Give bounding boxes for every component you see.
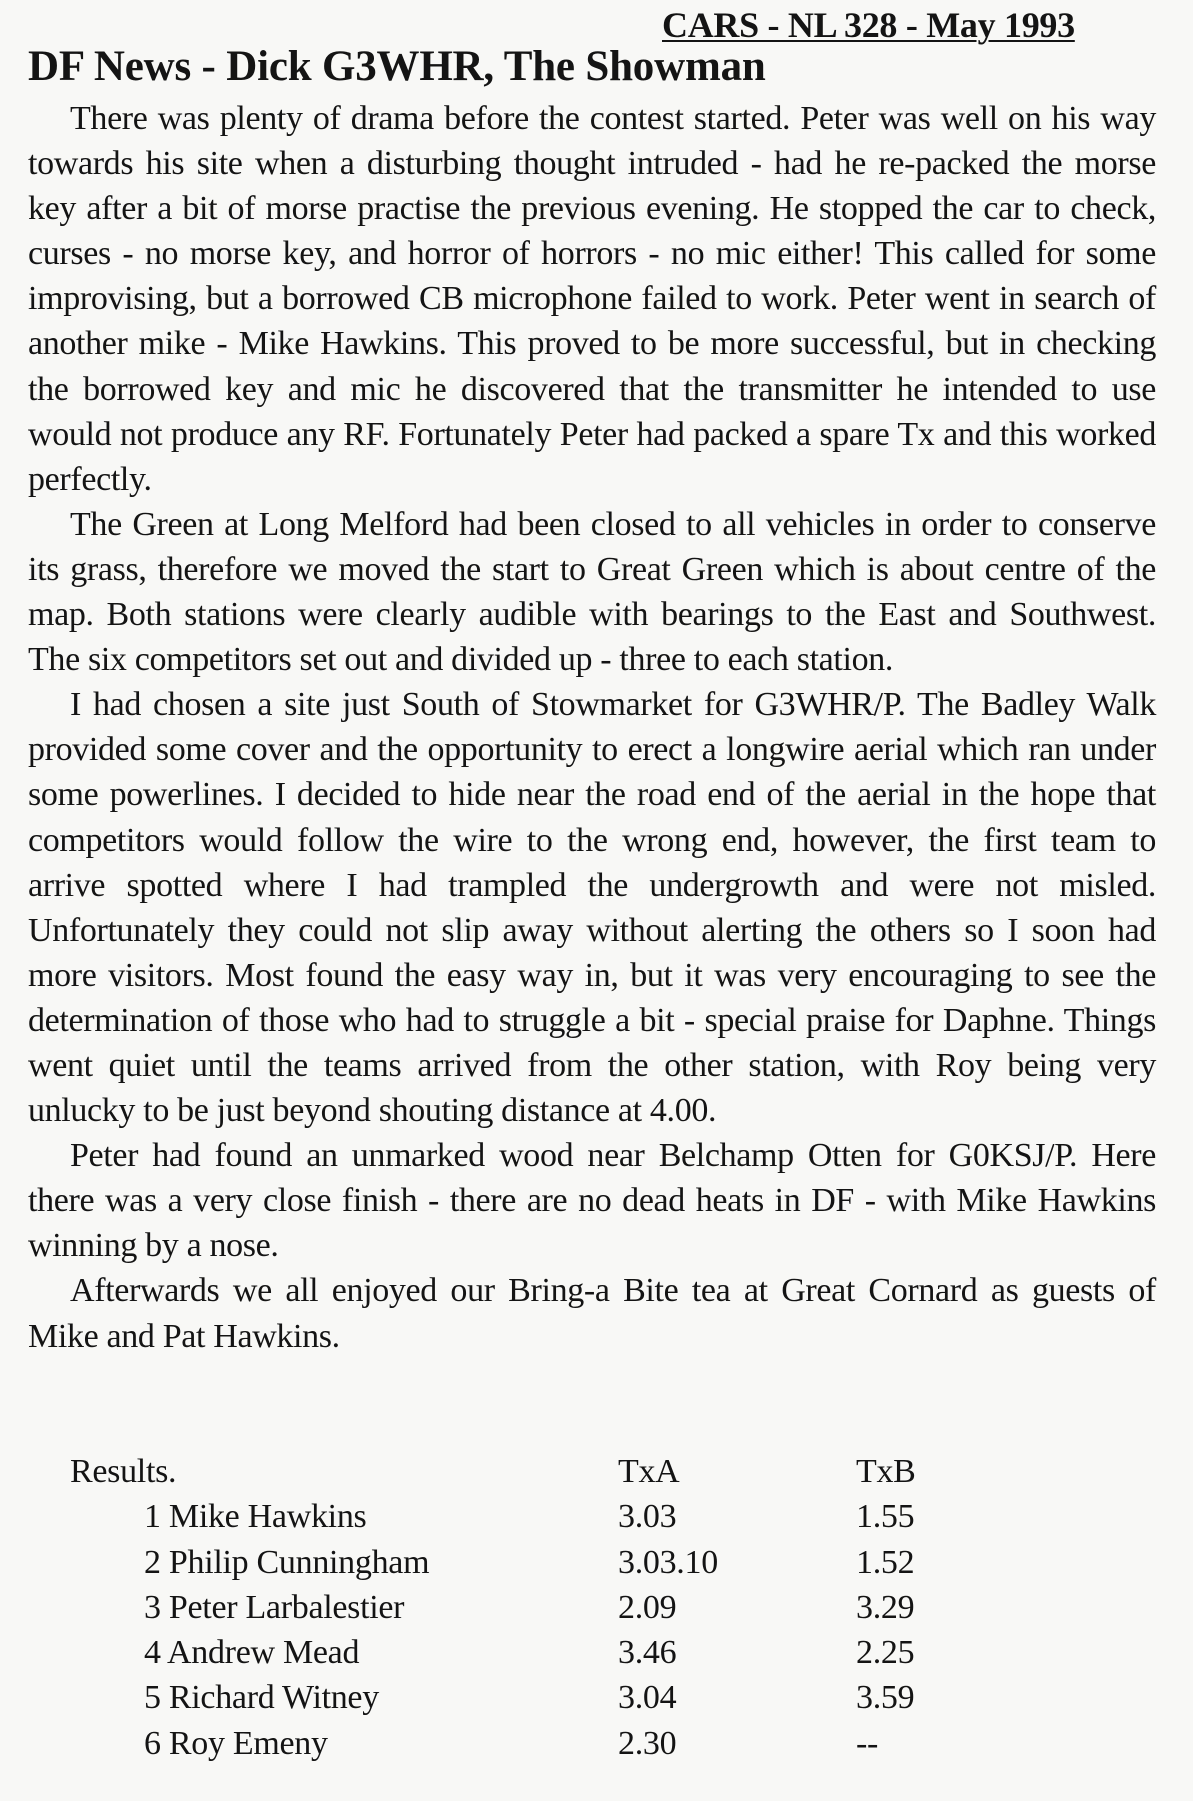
txb-time: 1.52 <box>856 1543 915 1581</box>
paragraph: Afterwards we all enjoyed our Bring-a Bite tea at Great Cornard as guests of Mike and Pat Hawkins. <box>28 1272 1156 1355</box>
table-row <box>70 1494 970 1539</box>
competitor-name: 4 Andrew Mead <box>144 1634 360 1672</box>
competitor-name: 6 Roy Emeny <box>144 1724 328 1762</box>
competitor-name: 3 Peter Larbalestier <box>144 1588 405 1626</box>
table-row <box>70 1721 970 1766</box>
table-row <box>70 1630 970 1675</box>
table-row <box>70 1540 970 1585</box>
article-title: DF News - Dick G3WHR, The Showman <box>28 43 766 90</box>
column-header-txa: TxA <box>618 1453 680 1490</box>
results-header-row <box>70 1449 970 1494</box>
txb-time: 3.59 <box>856 1679 915 1717</box>
txa-time: 3.04 <box>618 1679 677 1717</box>
txa-time: 2.30 <box>618 1724 677 1762</box>
txb-time: 1.55 <box>856 1498 915 1536</box>
article-body <box>28 96 1156 1359</box>
txa-time: 3.46 <box>618 1634 677 1672</box>
results-label: Results. <box>70 1453 177 1490</box>
txb-time: -- <box>856 1724 879 1762</box>
paragraph: Peter had found an unmarked wood near Belchamp Otten for G0KSJ/P. Here there was a very close finish - there are no dead heats in DF - with Mike Hawkins winning by a nose. <box>28 1137 1156 1265</box>
results-table <box>70 1449 970 1766</box>
column-header-txb: TxB <box>856 1453 916 1490</box>
txb-time: 2.25 <box>856 1634 915 1672</box>
paragraph: The Green at Long Melford had been closed to all vehicles in order to conserve its grass, therefore we moved the start to Great Green which is about centre of the map. Both stations were clearly audible with bearings to the East and Southwest. The six competitors set out and divided up - three to each station. <box>28 505 1156 679</box>
paragraph: I had chosen a site just South of Stowmarket for G3WHR/P. The Badley Walk provided some cover and the opportunity to erect a longwire aerial which ran under some powerlines. I decided to hide near the road end of the aerial in the hope that competitors would follow the wire to the wrong end, however, the first team to arrive spotted where I had trampled the undergrowth and were not misled. Unfortunately they could not slip away without alerting the others so I soon had more visitors. Most found the easy way in, but it was very encouraging to see the determination of those who had to struggle a bit - special praise for Daphne. Things went quiet until the teams arrived from the other station, with Roy being very unlucky to be just beyond shouting distance at 4.00. <box>28 686 1156 1130</box>
txa-time: 3.03.10 <box>618 1543 718 1581</box>
newsletter-reference: CARS - NL 328 - May 1993 <box>662 5 1075 45</box>
paragraph: There was plenty of drama before the contest started. Peter was well on his way towards his site when a disturbing thought intruded - had he re-packed the morse key after a bit of morse practise the previous evening. He stopped the car to check, curses - no morse key, and horror of horrors - no mic either! This called for some improvising, but a borrowed CB microphone failed to work. Peter went in search of another mike - Mike Hawkins. This proved to be more successful, but in checking the borrowed key and mic he discovered that the transmitter he intended to use would not produce any RF. Fortunately Peter had packed a spare Tx and this worked perfectly. <box>28 100 1156 498</box>
txa-time: 2.09 <box>618 1588 677 1626</box>
txb-time: 3.29 <box>856 1588 915 1626</box>
table-row <box>70 1585 970 1630</box>
competitor-name: 1 Mike Hawkins <box>144 1498 367 1536</box>
competitor-name: 2 Philip Cunningham <box>144 1543 430 1581</box>
txa-time: 3.03 <box>618 1498 677 1536</box>
table-row <box>70 1675 970 1720</box>
competitor-name: 5 Richard Witney <box>144 1679 379 1717</box>
